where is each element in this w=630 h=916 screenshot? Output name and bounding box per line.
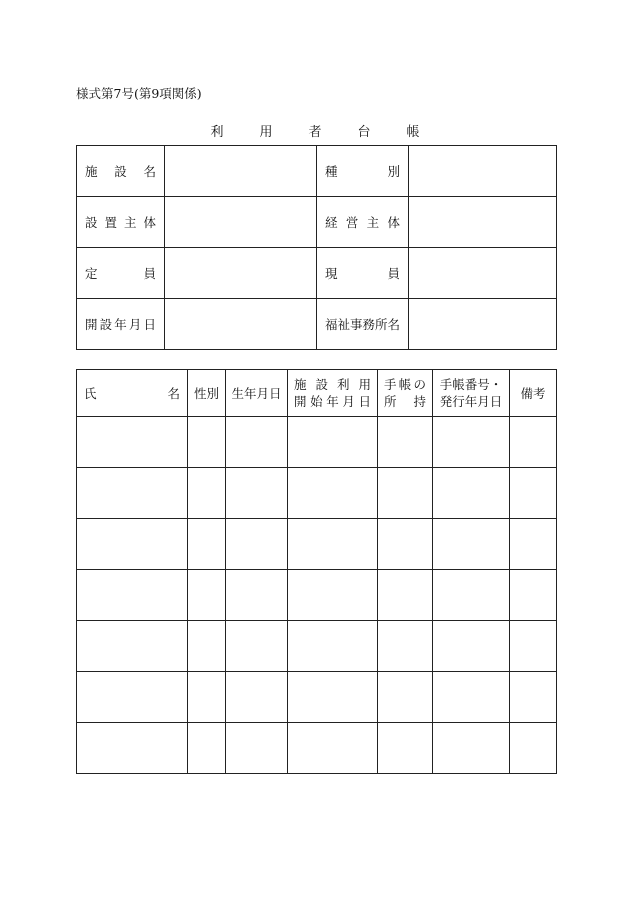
facility-info-table bbox=[76, 145, 557, 350]
title-char: 者 bbox=[308, 125, 322, 140]
header-row bbox=[77, 370, 557, 417]
header-use-start-line1: 施設利用 bbox=[294, 377, 371, 392]
cell-remarks[interactable] bbox=[510, 570, 557, 621]
cell-handbook-no[interactable] bbox=[433, 672, 510, 723]
info-row bbox=[77, 146, 557, 197]
cell-name[interactable] bbox=[77, 519, 188, 570]
cell-sex[interactable] bbox=[188, 621, 226, 672]
operator-field[interactable] bbox=[409, 197, 557, 248]
cell-use-start[interactable] bbox=[288, 723, 378, 774]
title-char: 帳 bbox=[406, 125, 420, 140]
cell-handbook[interactable] bbox=[378, 570, 433, 621]
cell-birth-date[interactable] bbox=[226, 672, 288, 723]
opening-date-field[interactable] bbox=[165, 299, 317, 350]
table-row bbox=[77, 519, 557, 570]
table-row bbox=[77, 468, 557, 519]
page-title bbox=[0, 121, 630, 140]
cell-handbook[interactable] bbox=[378, 621, 433, 672]
info-row bbox=[77, 248, 557, 299]
cell-birth-date[interactable] bbox=[226, 468, 288, 519]
table-row bbox=[77, 570, 557, 621]
cell-birth-date[interactable] bbox=[226, 417, 288, 468]
cell-handbook[interactable] bbox=[378, 519, 433, 570]
table-row bbox=[77, 417, 557, 468]
capacity-field[interactable] bbox=[165, 248, 317, 299]
welfare-office-field[interactable] bbox=[409, 299, 557, 350]
cell-handbook[interactable] bbox=[378, 417, 433, 468]
cell-handbook[interactable] bbox=[378, 468, 433, 519]
cell-handbook-no[interactable] bbox=[433, 570, 510, 621]
title-char: 用 bbox=[259, 125, 273, 140]
current-count-field[interactable] bbox=[409, 248, 557, 299]
cell-sex[interactable] bbox=[188, 723, 226, 774]
cell-handbook[interactable] bbox=[378, 723, 433, 774]
title-char: 台 bbox=[357, 125, 371, 140]
register-body bbox=[77, 417, 557, 774]
cell-name[interactable] bbox=[77, 723, 188, 774]
header-sex: 性別 bbox=[188, 370, 226, 417]
header-birth-date: 生年月日 bbox=[226, 370, 288, 417]
cell-name[interactable] bbox=[77, 417, 188, 468]
header-handbook-line1: 手帳の bbox=[384, 377, 426, 392]
cell-use-start[interactable] bbox=[288, 672, 378, 723]
cell-birth-date[interactable] bbox=[226, 519, 288, 570]
cell-birth-date[interactable] bbox=[226, 621, 288, 672]
founder-field[interactable] bbox=[165, 197, 317, 248]
info-row bbox=[77, 299, 557, 350]
table-row bbox=[77, 723, 557, 774]
cell-sex[interactable] bbox=[188, 672, 226, 723]
table-row bbox=[77, 621, 557, 672]
type-field[interactable] bbox=[409, 146, 557, 197]
cell-remarks[interactable] bbox=[510, 519, 557, 570]
cell-name[interactable] bbox=[77, 570, 188, 621]
cell-use-start[interactable] bbox=[288, 570, 378, 621]
header-name: 氏 名 bbox=[77, 370, 188, 417]
current-count-label: 現 員 bbox=[317, 248, 409, 299]
cell-name[interactable] bbox=[77, 621, 188, 672]
opening-date-label: 開設年月日 bbox=[77, 299, 165, 350]
cell-sex[interactable] bbox=[188, 519, 226, 570]
cell-use-start[interactable] bbox=[288, 621, 378, 672]
welfare-office-label: 福祉事務所名 bbox=[317, 299, 409, 350]
cell-handbook-no[interactable] bbox=[433, 621, 510, 672]
cell-handbook-no[interactable] bbox=[433, 519, 510, 570]
cell-remarks[interactable] bbox=[510, 723, 557, 774]
cell-use-start[interactable] bbox=[288, 417, 378, 468]
type-label: 種 別 bbox=[317, 146, 409, 197]
cell-name[interactable] bbox=[77, 672, 188, 723]
form-number-label: 様式第7号(第9項関係) bbox=[76, 86, 202, 101]
cell-sex[interactable] bbox=[188, 468, 226, 519]
facility-name-label: 施 設 名 bbox=[77, 146, 165, 197]
cell-use-start[interactable] bbox=[288, 468, 378, 519]
header-handbook bbox=[378, 370, 433, 417]
cell-handbook-no[interactable] bbox=[433, 723, 510, 774]
header-handbook-number-line2: 発行年月日 bbox=[439, 394, 503, 409]
header-handbook-line2: 所 持 bbox=[384, 394, 426, 409]
cell-use-start[interactable] bbox=[288, 519, 378, 570]
cell-handbook-no[interactable] bbox=[433, 468, 510, 519]
cell-birth-date[interactable] bbox=[226, 570, 288, 621]
user-register-table bbox=[76, 369, 557, 774]
header-handbook-number bbox=[433, 370, 510, 417]
capacity-label: 定 員 bbox=[77, 248, 165, 299]
operator-label: 経営主体 bbox=[317, 197, 409, 248]
cell-birth-date[interactable] bbox=[226, 723, 288, 774]
cell-handbook-no[interactable] bbox=[433, 417, 510, 468]
facility-name-field[interactable] bbox=[165, 146, 317, 197]
cell-remarks[interactable] bbox=[510, 672, 557, 723]
cell-sex[interactable] bbox=[188, 417, 226, 468]
header-use-start-line2: 開始年月日 bbox=[294, 394, 371, 409]
info-row bbox=[77, 197, 557, 248]
title-char: 利 bbox=[210, 125, 224, 140]
founder-label: 設置主体 bbox=[77, 197, 165, 248]
cell-remarks[interactable] bbox=[510, 417, 557, 468]
cell-remarks[interactable] bbox=[510, 621, 557, 672]
header-use-start bbox=[288, 370, 378, 417]
cell-handbook[interactable] bbox=[378, 672, 433, 723]
table-row bbox=[77, 672, 557, 723]
header-remarks: 備考 bbox=[510, 370, 557, 417]
cell-remarks[interactable] bbox=[510, 468, 557, 519]
header-handbook-number-line1: 手帳番号・ bbox=[439, 377, 503, 392]
cell-name[interactable] bbox=[77, 468, 188, 519]
cell-sex[interactable] bbox=[188, 570, 226, 621]
